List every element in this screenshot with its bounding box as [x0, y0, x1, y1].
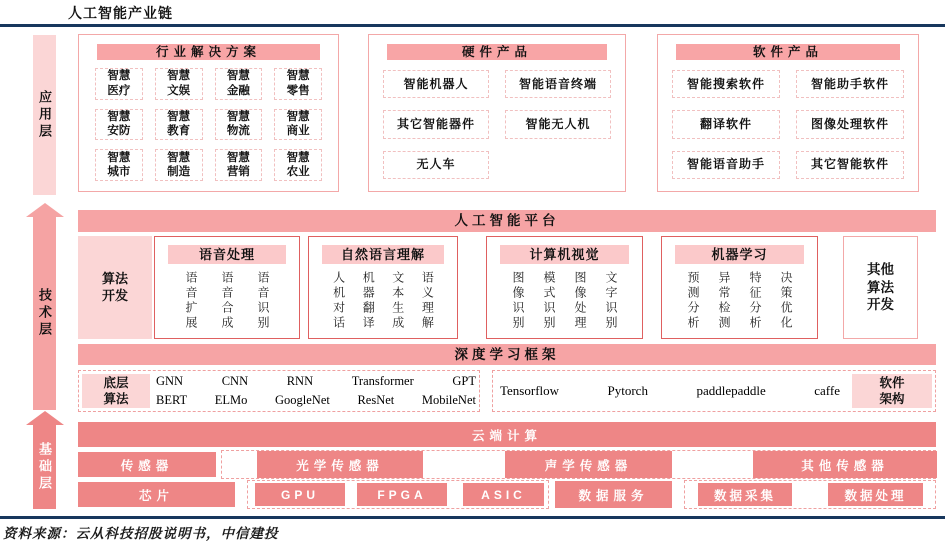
arrow-up-icon — [26, 203, 64, 217]
industry-solutions-grid — [95, 68, 322, 181]
computer-vision-box — [486, 236, 643, 339]
framework-name: Pytorch — [607, 383, 648, 398]
software-products-box — [657, 34, 919, 192]
framework-name: Tensorflow — [500, 383, 560, 398]
algo-name: ResNet — [357, 393, 395, 407]
computer-vision-title: 计算机视觉 — [500, 245, 629, 264]
industry-solutions-title: 行业解决方案 — [97, 44, 320, 60]
machine-learning-title: 机器学习 — [675, 245, 804, 264]
algo-name: MobileNet — [421, 393, 476, 407]
framework-name: paddlepaddle — [696, 383, 766, 398]
industry-solutions-box — [78, 34, 339, 192]
source-note: 资料来源：云从科技招股说明书，中信建投 — [3, 526, 279, 541]
ml-col: 决策优化 — [779, 271, 793, 331]
speech-processing-box — [154, 236, 300, 339]
software-item: 翻译软件 — [672, 110, 780, 138]
hardware-item: 智能机器人 — [383, 70, 489, 98]
algo-name: GoogleNet — [275, 393, 330, 407]
hardware-products-title: 硬件产品 — [387, 44, 607, 60]
nlu-title: 自然语言理解 — [322, 245, 444, 264]
hardware-products-grid — [383, 70, 611, 179]
base-algos-list — [156, 370, 476, 412]
layer-label-technology: 技术层 — [37, 288, 52, 339]
page-title: 人工智能产业链 — [68, 5, 173, 21]
base-algos-label: 底层算法 — [82, 374, 150, 408]
software-item: 图像处理软件 — [796, 110, 904, 138]
layer-bar-application — [33, 35, 56, 195]
nlu-col: 机器翻译 — [361, 271, 376, 331]
data-collection-label: 数据采集 — [698, 483, 792, 506]
other-algo-box: 其他算法开发 — [843, 236, 918, 339]
software-products-grid — [672, 70, 904, 179]
algo-name: ELMo — [214, 393, 248, 407]
sensor-label: 传感器 — [78, 452, 216, 477]
layer-bar-technology — [33, 217, 56, 410]
software-item: 智能语音助手 — [672, 151, 780, 179]
arrow-up-icon — [26, 411, 64, 425]
algo-name: GPT — [452, 374, 476, 388]
speech-col: 语音合成 — [220, 271, 234, 331]
hardware-item: 智能无人机 — [505, 110, 611, 138]
nlu-box — [308, 236, 458, 339]
layer-label-foundation: 基础层 — [37, 441, 52, 493]
chip-label: 芯片 — [78, 482, 235, 507]
fpga-label: FPGA — [357, 483, 447, 506]
hardware-item: 其它智能器件 — [383, 110, 489, 138]
machine-learning-box — [661, 236, 818, 339]
software-arch-label: 软件架构 — [852, 374, 932, 408]
solution-item: 智慧城市 — [95, 149, 143, 181]
nlu-col: 文本生成 — [390, 271, 405, 331]
algo-name: CNN — [221, 374, 249, 388]
ml-col: 预测分析 — [686, 271, 700, 331]
dl-framework-band: 深度学习框架 — [78, 344, 936, 365]
other-sensor-label: 其他传感器 — [753, 451, 937, 478]
ai-platform-band: 人工智能平台 — [78, 210, 936, 232]
software-item: 智能助手软件 — [796, 70, 904, 98]
bottom-rule — [0, 516, 945, 519]
software-item: 其它智能软件 — [796, 151, 904, 179]
gpu-label: GPU — [255, 483, 345, 506]
data-service-label: 数据服务 — [555, 481, 672, 508]
frameworks-list — [500, 370, 840, 412]
solution-item: 智慧物流 — [215, 109, 263, 141]
cloud-computing-band: 云端计算 — [78, 422, 936, 447]
solution-item: 智慧营销 — [215, 149, 263, 181]
solution-item: 智慧医疗 — [95, 68, 143, 100]
cv-col: 图像识别 — [511, 271, 525, 331]
solution-item: 智慧农业 — [274, 149, 322, 181]
framework-name: caffe — [814, 383, 840, 398]
solution-item: 智慧文娱 — [155, 68, 203, 100]
data-processing-label: 数据处理 — [828, 483, 923, 506]
asic-label: ASIC — [463, 483, 544, 506]
cv-col: 模式识别 — [542, 271, 556, 331]
speech-col: 语音扩展 — [184, 271, 198, 331]
layer-label-application: 应用层 — [37, 89, 52, 141]
optical-sensor-label: 光学传感器 — [257, 451, 423, 478]
solution-item: 智慧教育 — [155, 109, 203, 141]
hardware-item: 无人车 — [383, 151, 489, 179]
hardware-item: 智能语音终端 — [505, 70, 611, 98]
software-products-title: 软件产品 — [676, 44, 900, 60]
cv-col: 图像处理 — [573, 271, 587, 331]
solution-item: 智慧制造 — [155, 149, 203, 181]
solution-item: 智慧安防 — [95, 109, 143, 141]
top-rule — [0, 24, 945, 27]
algo-name: GNN — [156, 374, 184, 388]
solution-item: 智慧商业 — [274, 109, 322, 141]
speech-col: 语音识别 — [256, 271, 270, 331]
nlu-col: 语义理解 — [420, 271, 435, 331]
nlu-col: 人机对话 — [331, 271, 346, 331]
layer-bar-foundation — [33, 425, 56, 509]
algo-name: RNN — [286, 374, 314, 388]
empty-cell — [505, 151, 611, 179]
ml-col: 异常检测 — [717, 271, 731, 331]
cv-col: 文字识别 — [604, 271, 618, 331]
solution-item: 智慧零售 — [274, 68, 322, 100]
hardware-products-box — [368, 34, 626, 192]
ml-col: 特征分析 — [748, 271, 762, 331]
solution-item: 智慧金融 — [215, 68, 263, 100]
algo-name: BERT — [156, 393, 188, 407]
algo-name: Transformer — [351, 374, 414, 388]
software-item: 智能搜索软件 — [672, 70, 780, 98]
speech-processing-title: 语音处理 — [168, 245, 286, 264]
algo-dev-label: 算法开发 — [78, 236, 152, 339]
acoustic-sensor-label: 声学传感器 — [505, 451, 672, 478]
